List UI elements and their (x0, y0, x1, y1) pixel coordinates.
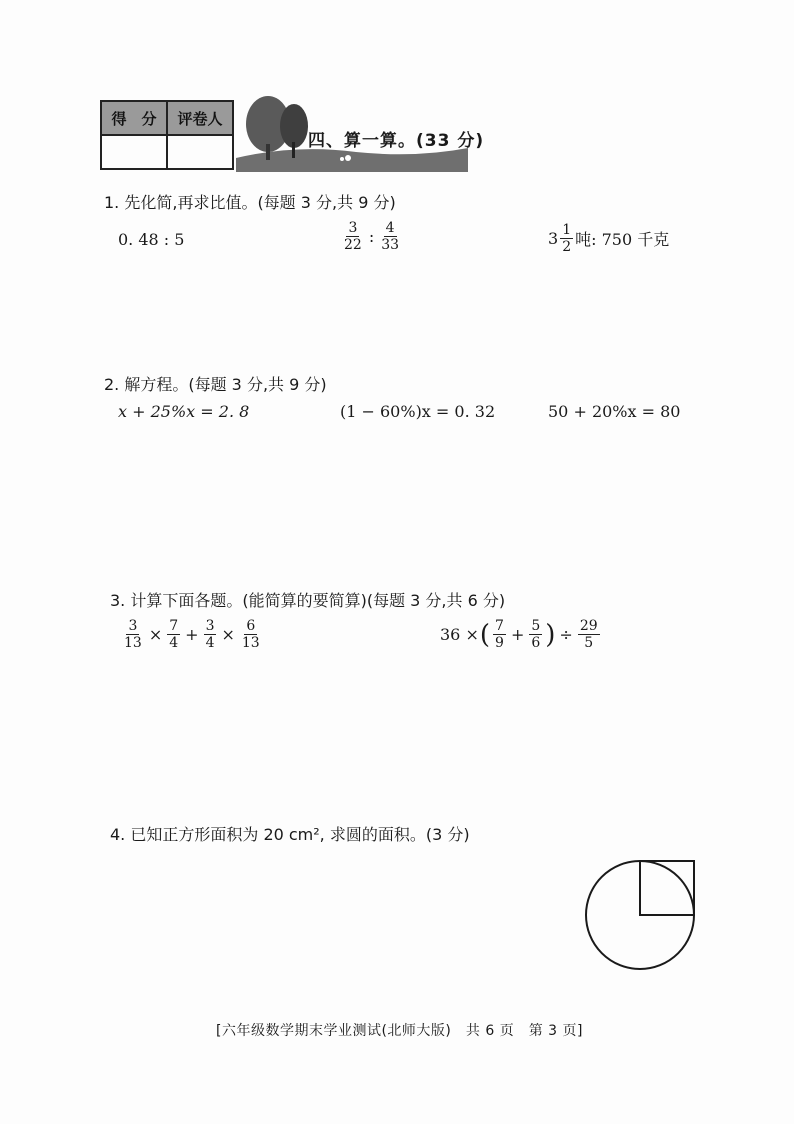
score-table (100, 100, 234, 170)
q3-expression-a: $\frac{3}{13}$ × $\frac{7}{4}$ + $\frac{3}{4}$ × $\frac{6}{13}$ (124, 618, 260, 652)
fraction: $\frac{3}{22}$ (344, 220, 362, 254)
score-cell[interactable] (101, 135, 167, 169)
fraction: $\frac{7}{9}$ (495, 618, 504, 652)
q1-expression-b: $\frac{3}{22}$ : $\frac{4}{33}$ (344, 220, 400, 254)
fraction: $\frac{5}{6}$ (531, 618, 541, 652)
question-4-title: 4. 已知正方形面积为 20 cm², 求圆的面积。(3 分) (110, 825, 470, 844)
q2-equation-a: x + 25%x = 2. 8 (118, 402, 250, 421)
score-label: 得 分 (101, 101, 167, 135)
fraction: $\frac{6}{13}$ (241, 618, 260, 652)
q1-expression-a: 0. 48 : 5 (118, 230, 185, 249)
fraction: $\frac{4}{33}$ (381, 220, 400, 254)
fraction: $\frac{29}{5}$ (579, 618, 598, 652)
q2-equation-b: (1 − 60%)x = 0. 32 (340, 402, 496, 421)
question-2-title: 2. 解方程。(每题 3 分,共 9 分) (104, 375, 327, 394)
fraction: $\frac{3}{4}$ (205, 618, 215, 652)
q3-expression-b: 36 × ( $\frac{7}{9}$ + $\frac{5}{6}$ ) ÷ $\frac{29}{5}$ (440, 618, 598, 652)
section-title: 四、算一算。(33 分) (308, 131, 485, 151)
fraction: $\frac{1}{2}$ (562, 222, 572, 256)
fraction: $\frac{3}{13}$ (124, 618, 142, 652)
circle-square-figure (585, 856, 705, 976)
question-3-title: 3. 计算下面各题。(能简算的要简算)(每题 3 分,共 6 分) (110, 591, 506, 610)
fraction: $\frac{7}{4}$ (169, 618, 179, 652)
grader-label: 评卷人 (167, 101, 233, 135)
page-footer: [六年级数学期末学业测试(北师大版) 共 6 页 第 3 页] (216, 1023, 583, 1039)
grader-cell[interactable] (167, 135, 233, 169)
question-1-title: 1. 先化简,再求比值。(每题 3 分,共 9 分) (104, 193, 396, 212)
q2-equation-c: 50 + 20%x = 80 (548, 402, 681, 421)
q1-expression-c: 3 $\frac{1}{2}$ 吨: 750 千克 (548, 222, 670, 256)
